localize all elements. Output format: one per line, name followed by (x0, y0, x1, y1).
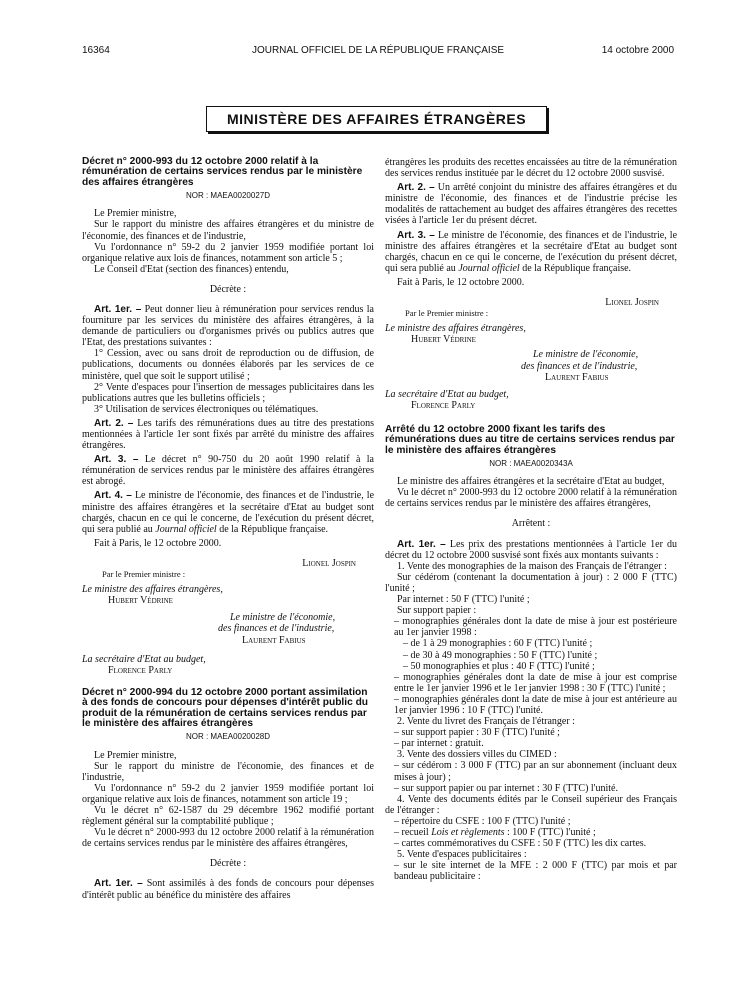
decree-993-nor: NOR : MAEA0020027D (185, 191, 271, 201)
article-label: Art. 1er. – (94, 303, 142, 315)
page-number: 16364 (82, 45, 110, 56)
list-item: Sur support papier : (397, 605, 477, 617)
list-item: 2° Vente d'espaces pour l'insertion de messages publicitaires dans les publications autres que les bulletins officiels ; (82, 381, 374, 404)
journal-reference: Journal officiel (155, 523, 217, 535)
article-text: Peut donner lieu à rémunération pour services rendus la fourniture par les services du ministère des affaires étrangères, à la demande de particuliers ou d'organismes privés ou publics autres que l'Etat, des prestations suivantes : (82, 303, 374, 349)
paragraph: Vu l'ordonnance n° 59-2 du 2 janvier 1959 modifiée portant loi organique relative aux lois de finances, notamment son article 19 ; (82, 782, 374, 805)
name-budget: Florence Parly (108, 664, 173, 676)
article-text: de la République française. (522, 262, 632, 274)
list-text: : 100 F (TTC) l'unité ; (507, 827, 596, 838)
paragraph: Sur le rapport du ministre de l'économie, des finances et de l'industrie, (82, 760, 374, 783)
article-label: Art. 1er. – (94, 878, 143, 890)
by-pm: Par le Premier ministre : (102, 569, 186, 580)
article-3 (385, 230, 677, 274)
article-3 (82, 454, 374, 487)
page-header (82, 45, 674, 61)
list-item: – monographies générales dont la date de mise à jour est comprise entre le 1er janvier 1996 et le 1er janvier 1998 : 30 F (TTC) l'unité ; (394, 671, 677, 694)
list-item: – répertoire du CSFE : 100 F (TTC) l'unité ; (394, 815, 571, 827)
article-1 (385, 539, 677, 561)
paragraph: étrangères les produits des recettes encaissées au titre de la rémunération des services rendus instituée par le décret du 12 octobre 2000 susvisé. (385, 157, 677, 180)
article-text: Le ministre de l'économie, des finances et de l'industrie, le ministre des affaires étrangères et la secrétaire d'Etat au budget sont chargés, chacun en ce qui le concerne, de l'exécution du présent décret, qui sera publié au (385, 229, 678, 274)
article-text: Un arrêté conjoint du ministre des affaires étrangères et du ministre de l'économie, des finances et de l'industrie précise les modalités de rattachement au budget des affaires étrangères des recettes visées à l'article 1er du présent décret. (385, 182, 677, 227)
list-item: – de 1 à 29 monographies : 60 F (TTC) l'unité ; (403, 638, 593, 650)
list-item: – cartes commémoratives du CSFE : 50 F (TTC) les dix cartes. (394, 838, 647, 850)
article-text: Les prix des prestations mentionnées à l'article 1er du décret du 12 octobre 2000 susvisé sont fixés aux montants suivants : (385, 538, 678, 561)
ministry-title: MINISTÈRE DES AFFAIRES ÉTRANGÈRES (226, 111, 527, 127)
article-text: de la République française. (219, 523, 329, 535)
arrete-title: Arrêté du 12 octobre 2000 fixant les tarifs des rémunérations dues au titre de certains services rendus par le ministère des affaires étrangères (385, 423, 675, 456)
signer-pm: Lionel Jospin (605, 297, 659, 309)
signature-block (82, 584, 374, 676)
article-text: Le ministre de l'économie, des finances et de l'industrie, le ministre des affaires étrangères et la secrétaire d'Etat au budget sont chargés, chacun en ce qui le concerne, de l'exécution du présent décret, qui sera publié au (82, 490, 375, 535)
article-4 (82, 490, 374, 534)
role-eco: des finances et de l'industrie, (521, 360, 638, 372)
name-budget: Florence Parly (411, 399, 476, 411)
ministry-heading (206, 106, 547, 132)
paragraph: Vu le décret n° 2000-993 du 12 octobre 2000 relatif à la rémunération de certains services rendus par le ministère des affaires étrangères, (82, 827, 374, 850)
publication-title: Lois et règlements (431, 827, 505, 838)
role-eco: Le ministre de l'économie, (533, 349, 639, 361)
list-item: 2. Vente du livret des Français de l'étranger : (397, 716, 575, 728)
list-item: Par internet : 50 F (TTC) l'unité ; (397, 594, 530, 606)
role-eco: Le ministre de l'économie, (230, 612, 336, 624)
paragraph: Vu l'ordonnance n° 59-2 du 2 janvier 1959 modifiée portant loi organique relative aux lois de finances, notamment son article 5 ; (82, 241, 374, 264)
list-text: – recueil (394, 827, 429, 838)
article-text: Sont assimilés à des fonds de concours pour dépenses d'intérêt public au bénéfice du ministère des affaires (82, 878, 374, 901)
journal-reference: Journal officiel (458, 262, 520, 274)
role-mae: Le ministre des affaires étrangères, (385, 323, 526, 335)
list-item: 3° Utilisation de services électroniques ou télématiques. (94, 403, 319, 415)
article-label: Art. 1er. – (397, 538, 446, 550)
list-item: – sur cédérom : 3 000 F (TTC) par an sur abonnement (incluant deux mises à jour) ; (394, 760, 677, 783)
role-eco: des finances et de l'industrie, (218, 623, 335, 635)
article-1 (82, 304, 374, 348)
left-column (82, 157, 374, 901)
list-item: – sur le site internet de la MFE : 2 000 F (TTC) par mois et par bandeau publicitaire : (394, 860, 677, 883)
article-label: Art. 2. – (94, 417, 134, 429)
done-at: Fait à Paris, le 12 octobre 2000. (397, 276, 525, 288)
decree-994-nor: NOR : MAEA0020028D (185, 732, 271, 742)
done-at: Fait à Paris, le 12 octobre 2000. (94, 537, 222, 549)
list-item: – sur support papier ou par internet : 30 F (TTC) l'unité. (394, 782, 618, 794)
article-label: Art. 3. – (94, 454, 139, 466)
list-item: – monographies générales dont la date de mise à jour est postérieure au 1er janvier 1998 : (394, 616, 677, 639)
decrete-label: Décrète : (209, 283, 247, 295)
decree-994-title: Décret n° 2000-994 du 12 octobre 2000 portant assimilation à des fonds de concours pour dépenses d'intérêt public du produit de la rémunération de certains services rendus par le ministère des affaires étrangères (82, 686, 369, 729)
paragraph: Vu le décret n° 62-1587 du 29 décembre 1962 modifié portant règlement général sur la comptabilité publique ; (82, 804, 374, 828)
article-2 (385, 182, 677, 226)
paragraph: Vu le décret n° 2000-993 du 12 octobre 2000 relatif à la rémunération de certains services rendus par le ministère des affaires étrangères, (385, 487, 677, 510)
paragraph: Sur le rapport du ministre des affaires étrangères et du ministre de l'économie, des finances et de l'industrie, (82, 219, 374, 242)
name-mae: Hubert Védrine (108, 595, 173, 607)
name-eco: Laurent Fabius (242, 634, 306, 646)
list-item: 5. Vente d'espaces publicitaires : (397, 849, 527, 861)
article-label: Art. 4. – (94, 490, 132, 502)
journal-title: JOURNAL OFFICIEL DE LA RÉPUBLIQUE FRANÇAISE (251, 45, 505, 56)
article-2 (82, 418, 374, 451)
list-item: 4. Vente des documents édités par le Conseil supérieur des Français de l'étranger : (385, 793, 677, 816)
list-item: – 50 monographies et plus : 40 F (TTC) l'unité ; (403, 660, 595, 672)
arretent-label: Arrêtent : (511, 518, 551, 530)
list-item: – sur support papier : 30 F (TTC) l'unité ; (394, 727, 560, 739)
decree-993-title: Décret n° 2000-993 du 12 octobre 2000 relatif à la rémunération de certains services rendus par le ministère des affaires étrangères (82, 156, 363, 188)
name-eco: Laurent Fabius (545, 371, 609, 383)
paragraph: Le Premier ministre, (94, 208, 177, 220)
role-mae: Le ministre des affaires étrangères, (82, 584, 223, 596)
arrete-nor: NOR : MAEA0020343A (489, 459, 573, 469)
paragraph: Le ministre des affaires étrangères et la secrétaire d'Etat au budget, (397, 476, 665, 488)
article-1 (82, 878, 374, 900)
article-text: Les tarifs des rémunérations dues au titre des prestations mentionnées à l'article 1er sont fixés par arrêté du ministre des affaires étrangères. (82, 417, 375, 452)
article-label: Art. 3. – (397, 229, 435, 241)
paragraph: Le Conseil d'Etat (section des finances) entendu, (94, 263, 289, 275)
paragraph: Le Premier ministre, (94, 749, 177, 761)
list-item: 1° Cession, avec ou sans droit de reproduction ou de diffusion, de publications, documents ou données élaborés par les services de ce ministère, quel que soit le support utilisé ; (82, 348, 374, 382)
article-text: Le décret n° 90-750 du 20 août 1990 relatif à la rémunération de services rendus par le ministère des affaires étrangères est abrogé. (82, 454, 375, 488)
list-item: – par internet : gratuit. (394, 738, 484, 750)
issue-date: 14 octobre 2000 (601, 45, 674, 56)
list-item: Sur cédérom (contenant la documentation à jour) : 2 000 F (TTC) l'unité ; (385, 571, 677, 594)
signer-pm: Lionel Jospin (302, 557, 356, 569)
list-item (385, 827, 677, 838)
right-column (385, 157, 677, 882)
role-budget: La secrétaire d'Etat au budget, (385, 388, 509, 400)
role-budget: La secrétaire d'Etat au budget, (82, 653, 206, 665)
by-pm: Par le Premier ministre : (405, 308, 489, 319)
list-item: – de 30 à 49 monographies : 50 F (TTC) l'unité ; (403, 649, 598, 661)
list-item: 3. Vente des dossiers villes du CIMED : (397, 749, 557, 761)
list-item: – monographies générales dont la date de mise à jour est antérieure au 1er janvier 1996 : 10 F (TTC) l'unité. (394, 693, 677, 716)
name-mae: Hubert Védrine (411, 334, 476, 346)
list-item: 1. Vente des monographies de la maison des Français de l'étranger : (397, 560, 667, 572)
article-label: Art. 2. – (397, 182, 435, 194)
decrete-label: Décrète : (209, 858, 247, 870)
signature-block (385, 323, 677, 411)
